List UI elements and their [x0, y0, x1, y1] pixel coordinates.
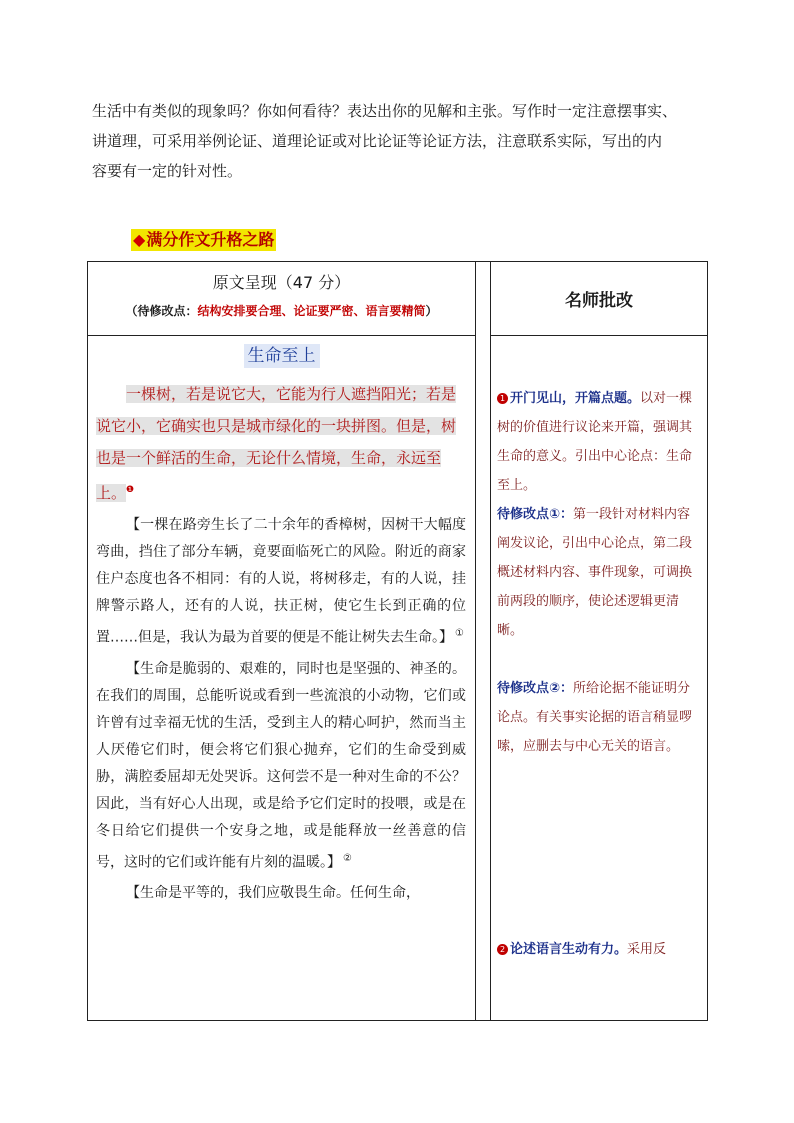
teacher-notes [497, 384, 703, 964]
teacher-comments-header: 名师批改 [565, 291, 633, 311]
essay-title: 生命至上 [244, 344, 320, 368]
note-4: 2 论述语言生动有力。采用反 [497, 935, 703, 964]
essay-paragraph-4: 【生命是平等的，我们应敬畏生命。任何生命， [126, 885, 420, 902]
essay-table [87, 261, 708, 1021]
intro-paragraph [92, 96, 732, 186]
number-badge-icon: 1 [497, 393, 508, 404]
essay-title-row [88, 344, 475, 368]
column-divider [490, 262, 491, 1020]
essay-paragraph-1: 一棵树，若是说它大，它能为行人遮挡阳光；若是说它小，它确实也只是城市绿化的一块拼图。但是，树也是一个鲜活的生命，无论什么情境，生命，永远至上。$^❶$ [96, 385, 457, 502]
section-heading-text: 满分作文升格之路 [146, 230, 275, 249]
section-heading [131, 229, 276, 251]
number-badge-icon: 2 [497, 944, 508, 955]
note-2: 待修改点①：第一段针对材料内容阐发议论，引出中心论点，第二段概述材料内容、事件现象，可调换前两段的顺序，使论述逻辑更清晰。 [497, 507, 693, 638]
essay-paragraph-3: 【生命是脆弱的、艰难的，同时也是坚强的、神圣的。在我们的周围，总能听说或看到一些流浪的小动物，它们或许曾有过幸福无忧的生活，受到主人的精心呵护，然而当主人厌倦它们时，便会将它们狠心抛弃，它们的生命受到威胁，满腔委屈却无处哭诉。这何尝不是一种对生命的不公？因此，当有好心人出现，或是给予它们定时的投喂，或是在冬日给它们提供一个安身之地，或是能释放一丝善意的信号，这时的它们或许能有片刻的温暖。】 ② [96, 660, 466, 871]
original-text-header [88, 262, 475, 335]
note-3: 待修改点②：所给论据不能证明分论点。有关事实论据的语言稍显啰嗦，应删去与中心无关的语言。 [497, 681, 693, 754]
annotation-marker: ❶ [126, 485, 135, 495]
intro-line: 讲道理，可采用举例论证、道理论证或对比论证等论证方法，注意联系实际，写出的内 [92, 132, 663, 150]
column-divider [475, 262, 476, 1020]
intro-line: 生活中有类似的现象吗？你如何看待？表达出你的见解和主张。写作时一定注意摆事实、 [92, 102, 678, 120]
header-divider-right [490, 335, 707, 336]
revision-marker: ① [455, 628, 464, 639]
original-text-title: 原文呈现（47 分） [212, 273, 351, 292]
header-divider-left [88, 335, 476, 336]
revision-marker: ② [343, 852, 352, 864]
note-1: 1 开门见山，开篇点题。以对一棵树的价值进行议论来开篇，强调其生命的意义。引出中心论点：生命至上。 [497, 391, 693, 493]
essay-paragraph-2: 【一棵在路旁生长了二十余年的香樟树，因树干大幅度弯曲，挡住了部分车辆，竟要面临死亡的风险。附近的商家住户态度也各不相同：有的人说，将树移走，有的人说，挂牌警示路人，还有的人说，扶正树，使它生长到正确的位置……但是，我认为最为首要的便是不能让树失去生命。】 ① [96, 517, 466, 646]
intro-line: 容要有一定的针对性。 [92, 162, 243, 180]
diamond-icon: ◆ [133, 230, 146, 249]
essay-body [96, 512, 466, 911]
revision-points: （待修改点：结构安排要合理、论证要严密、语言要精简） [125, 304, 438, 318]
